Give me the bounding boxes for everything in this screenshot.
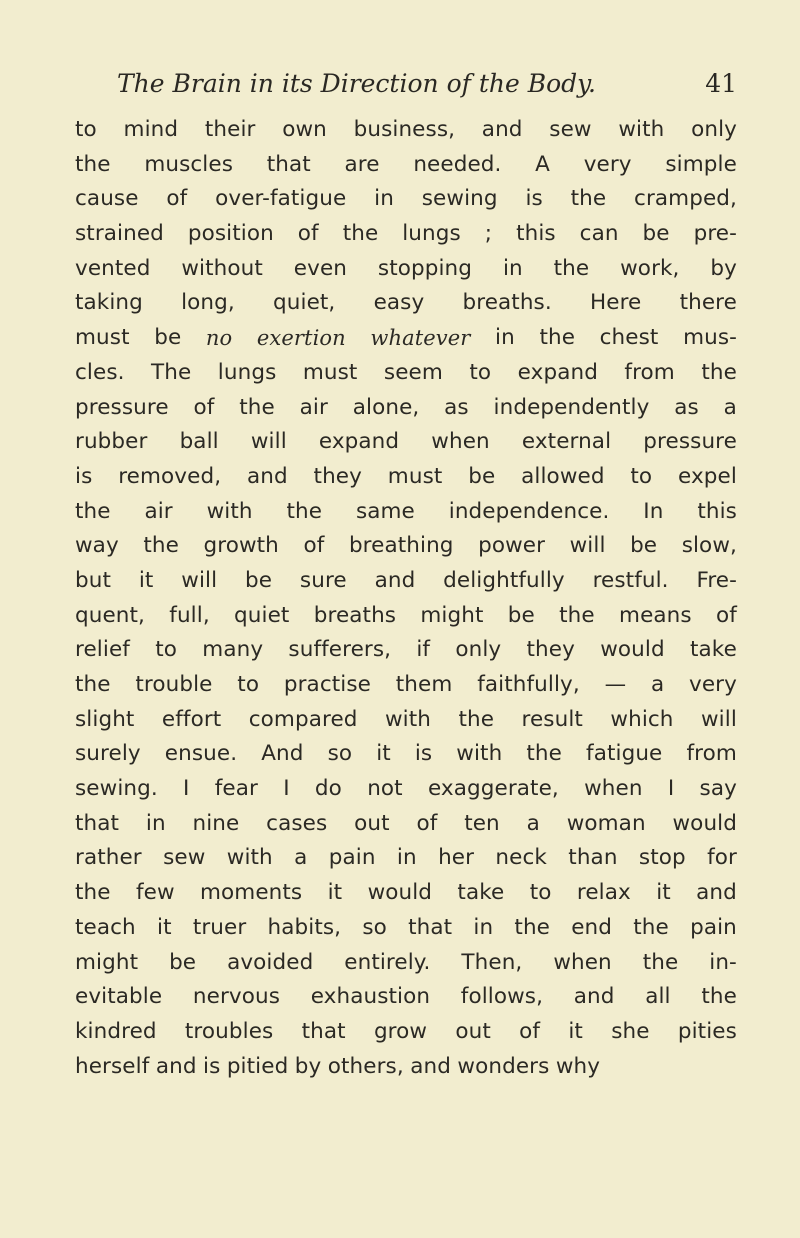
word: that — [75, 810, 120, 836]
word: as — [674, 394, 699, 420]
page-number: 41 — [705, 69, 737, 98]
word: many — [202, 637, 264, 663]
word: taking — [75, 290, 143, 316]
word: the — [342, 221, 379, 247]
word: the — [570, 186, 607, 212]
word: sew — [549, 117, 592, 142]
word: expand — [318, 429, 400, 455]
word: evitable — [75, 984, 163, 1010]
word: in — [502, 255, 523, 281]
word: means — [619, 602, 692, 628]
word: external — [521, 429, 612, 455]
word: their — [204, 117, 256, 142]
word: way — [75, 533, 119, 559]
word: and — [374, 567, 416, 593]
text-line — [75, 1015, 737, 1050]
text-line — [75, 737, 737, 772]
word: very — [689, 672, 737, 697]
word: cases — [266, 810, 328, 836]
word: air — [299, 394, 328, 420]
word: same — [355, 498, 415, 524]
word: this — [697, 498, 737, 524]
word: as — [444, 394, 469, 420]
word: position — [187, 221, 274, 247]
word: truer — [192, 914, 247, 940]
word: the — [642, 949, 679, 975]
word: compared — [248, 706, 358, 732]
word: mind — [123, 117, 179, 142]
word: she — [611, 1018, 650, 1044]
word: must — [75, 325, 130, 351]
word: very — [583, 151, 632, 177]
text-line — [75, 876, 737, 911]
word: Fre- — [696, 567, 737, 593]
word: they — [526, 637, 575, 663]
word: The — [151, 359, 192, 385]
word: will — [181, 567, 218, 593]
word: the — [239, 394, 275, 420]
text-line — [75, 911, 737, 946]
word: that — [301, 1018, 346, 1044]
word: the — [286, 498, 323, 524]
word: nine — [192, 810, 240, 836]
word: by — [294, 1053, 322, 1079]
word: end — [571, 914, 613, 940]
word: troubles — [184, 1018, 274, 1044]
word: to — [237, 672, 260, 697]
word: which — [610, 706, 674, 732]
word: pitied — [226, 1053, 289, 1079]
word: the — [514, 914, 551, 940]
word: stopping — [377, 255, 473, 281]
word: with — [385, 706, 432, 732]
word: can — [579, 221, 619, 247]
word: pain — [690, 914, 737, 940]
word: in — [374, 186, 394, 212]
word: allowed — [521, 463, 605, 489]
word: herself — [75, 1053, 150, 1079]
word: quent, — [75, 602, 145, 628]
word: the — [633, 914, 669, 940]
word: of — [166, 186, 188, 212]
word: there — [679, 290, 737, 316]
word: than — [568, 845, 618, 871]
word: over-fatigue — [215, 186, 347, 212]
text-line — [75, 286, 737, 321]
word: surely — [75, 741, 141, 767]
word: in — [396, 845, 417, 871]
word: and — [573, 984, 615, 1010]
word: breaths. — [462, 290, 552, 316]
word: pre- — [693, 221, 737, 247]
word: quiet, — [273, 290, 336, 316]
word: work, — [620, 255, 680, 281]
word: I — [667, 776, 675, 802]
word: cause — [75, 186, 139, 212]
word: by — [710, 255, 737, 281]
word: and — [410, 1053, 451, 1079]
text-line — [75, 425, 737, 460]
word: it — [157, 914, 172, 940]
word: growth — [203, 533, 279, 559]
word: a — [526, 810, 540, 836]
word: independence. — [448, 498, 610, 524]
text-line — [75, 807, 737, 842]
word: exhaustion — [310, 984, 431, 1010]
word: the — [559, 602, 595, 628]
word: own — [282, 117, 327, 142]
word: strained — [75, 221, 164, 247]
word: with — [206, 498, 253, 524]
word: full, — [169, 602, 210, 628]
word: ensue. — [164, 741, 238, 767]
word: stop — [638, 845, 686, 871]
word: habits, — [267, 914, 342, 940]
word: teach — [75, 914, 136, 940]
text-line — [75, 321, 737, 356]
word: it — [376, 741, 391, 767]
word: for — [707, 845, 737, 871]
word: might — [420, 602, 484, 628]
word: from — [686, 741, 737, 767]
word: avoided — [227, 949, 314, 975]
word: do — [314, 776, 342, 802]
word: only — [691, 117, 737, 142]
word: to — [630, 463, 653, 489]
word: the — [526, 741, 562, 767]
word: power — [478, 533, 546, 559]
word: alone, — [352, 394, 420, 420]
word: relax — [576, 880, 631, 906]
word: be — [630, 533, 658, 559]
word: I — [183, 776, 190, 802]
word: all — [645, 984, 671, 1010]
word: woman — [566, 810, 646, 836]
word: expel — [678, 463, 737, 489]
word: ; — [484, 221, 493, 247]
word: delightfully — [443, 567, 565, 593]
word: when — [431, 429, 490, 455]
word: Here — [589, 290, 642, 316]
word: sufferers, — [288, 637, 392, 663]
word: in- — [709, 949, 737, 975]
word: sure — [299, 567, 347, 593]
word: it — [138, 567, 154, 593]
text-line — [75, 980, 737, 1015]
word: be — [154, 325, 182, 351]
word: ball — [179, 429, 219, 455]
word: that — [266, 151, 311, 177]
word: sew — [163, 845, 206, 871]
word: neck — [495, 845, 547, 871]
text-line — [75, 599, 737, 634]
word: moments — [200, 880, 303, 906]
word: of — [303, 533, 325, 559]
word: the — [701, 359, 737, 385]
word: they — [313, 463, 362, 489]
word: And — [261, 741, 304, 767]
word: the — [458, 706, 495, 732]
word: out — [354, 810, 390, 836]
text-line — [75, 113, 737, 148]
word: and — [696, 880, 737, 906]
word: effort — [161, 706, 222, 732]
word: to — [469, 359, 492, 385]
word: and — [246, 463, 288, 489]
word: be — [245, 567, 273, 593]
word: air — [144, 498, 173, 524]
word: is — [75, 463, 93, 489]
word: muscles — [144, 151, 234, 177]
word: the — [143, 533, 179, 559]
body-text — [75, 113, 737, 1084]
word: of — [416, 810, 438, 836]
word: a — [650, 672, 665, 697]
word: the — [75, 672, 111, 697]
word: In — [643, 498, 664, 524]
word: faithfully, — [477, 672, 580, 697]
word: Then, — [461, 949, 523, 975]
text-line — [75, 668, 737, 703]
text-line — [75, 495, 737, 530]
word: vented — [75, 255, 151, 281]
word: result — [521, 706, 583, 732]
word: will — [701, 706, 737, 732]
text-line — [75, 946, 737, 981]
text-line — [75, 564, 737, 599]
word: I — [283, 776, 290, 802]
word: would — [672, 810, 737, 836]
word: only — [455, 637, 502, 663]
word: even — [293, 255, 348, 281]
word: expand — [517, 359, 598, 385]
text-line — [75, 1050, 737, 1085]
word: so — [362, 914, 387, 940]
word: easy — [373, 290, 425, 316]
word: with — [226, 845, 273, 871]
word: will — [250, 429, 287, 455]
word: of — [297, 221, 319, 247]
word: the — [539, 325, 576, 351]
word: it — [327, 880, 343, 906]
word: independently — [493, 394, 650, 420]
word: quiet — [234, 602, 290, 628]
word: sewing — [421, 186, 498, 212]
word: exaggerate, — [427, 776, 559, 802]
word: pressure — [643, 429, 737, 455]
word: restful. — [592, 567, 669, 593]
word: of — [716, 602, 737, 628]
word: of — [193, 394, 215, 420]
word: and — [155, 1053, 197, 1079]
word: that — [408, 914, 453, 940]
text-line — [75, 460, 737, 495]
word: rubber — [75, 429, 148, 455]
word: is — [203, 1053, 221, 1079]
word: will — [569, 533, 606, 559]
text-line — [75, 391, 737, 426]
word: when — [584, 776, 643, 802]
word: the — [75, 498, 111, 524]
word: wonders — [457, 1053, 550, 1079]
word: few — [135, 880, 175, 906]
word: with — [618, 117, 665, 142]
text-line — [75, 148, 737, 183]
text-line — [75, 703, 737, 738]
word: from — [624, 359, 675, 385]
word: A — [535, 151, 550, 177]
word: simple — [665, 151, 737, 177]
text-line — [75, 252, 737, 287]
word: cles. — [75, 359, 125, 385]
word: the — [553, 255, 590, 281]
text-line — [75, 356, 737, 391]
text-line — [75, 772, 737, 807]
word: practise — [283, 672, 371, 697]
word: business, — [353, 117, 456, 142]
word: removed, — [118, 463, 222, 489]
text-line — [75, 529, 737, 564]
word: this — [516, 221, 556, 247]
word: them — [395, 672, 453, 697]
word: her — [438, 845, 475, 871]
word: it — [568, 1018, 583, 1044]
word: why — [555, 1053, 601, 1079]
word: would — [600, 637, 665, 663]
word: with — [456, 741, 503, 767]
word: take — [689, 637, 737, 663]
word: relief — [75, 637, 130, 663]
word: be — [468, 463, 496, 489]
word: slow, — [681, 533, 737, 559]
word: — — [604, 672, 627, 697]
word: fear — [214, 776, 258, 802]
word: must — [387, 463, 443, 489]
word: others, — [327, 1053, 404, 1079]
emphasis-word: whatever — [370, 326, 471, 351]
word: mus- — [683, 325, 737, 351]
word: nervous — [192, 984, 280, 1010]
word: ten — [464, 810, 500, 836]
word: pities — [677, 1018, 737, 1044]
word: in — [495, 325, 515, 351]
word: not — [367, 776, 403, 802]
word: fatigue — [586, 741, 663, 767]
word: when — [553, 949, 612, 975]
word: in — [473, 914, 494, 940]
word: be — [507, 602, 535, 628]
word: in — [145, 810, 166, 836]
running-head — [117, 66, 737, 102]
word: chest — [599, 325, 659, 351]
word: sewing. — [75, 776, 158, 802]
word: say — [699, 776, 737, 802]
word: long, — [181, 290, 235, 316]
word: out — [455, 1018, 491, 1044]
word: but — [75, 567, 112, 593]
word: trouble — [135, 672, 213, 697]
word: breathing — [348, 533, 454, 559]
word: the — [701, 984, 737, 1010]
word: is — [414, 741, 433, 767]
text-line — [75, 841, 737, 876]
word: is — [525, 186, 543, 212]
word: might — [75, 949, 139, 975]
word: kindred — [75, 1018, 157, 1044]
word: are — [344, 151, 380, 177]
word: of — [519, 1018, 541, 1044]
word: lungs — [402, 221, 461, 247]
word: must — [302, 359, 358, 385]
word: would — [367, 880, 433, 906]
word: slight — [75, 706, 135, 732]
running-head-title: The Brain in its Direction of the Body. — [117, 69, 596, 98]
word: breaths — [313, 602, 397, 628]
word: so — [327, 741, 353, 767]
text-line — [75, 182, 737, 217]
word: grow — [373, 1018, 428, 1044]
word: be — [169, 949, 197, 975]
word: a — [723, 394, 737, 420]
word: cramped, — [634, 186, 737, 212]
emphasis-word: exertion — [256, 326, 346, 351]
word: entirely. — [344, 949, 431, 975]
emphasis-word: no — [205, 326, 233, 351]
word: the — [75, 880, 111, 906]
word: rather — [75, 845, 142, 871]
word: to — [75, 117, 97, 142]
text-line — [75, 633, 737, 668]
word: pain — [328, 845, 376, 871]
word: without — [181, 255, 263, 281]
word: and — [481, 117, 523, 142]
word: be — [642, 221, 670, 247]
word: if — [416, 637, 431, 663]
word: a — [294, 845, 308, 871]
word: lungs — [217, 359, 277, 385]
word: to — [529, 880, 552, 906]
word: needed. — [413, 151, 502, 177]
word: pressure — [75, 394, 169, 420]
word: the — [75, 151, 111, 177]
text-line — [75, 217, 737, 252]
word: follows, — [460, 984, 544, 1010]
word: take — [457, 880, 505, 906]
word: it — [656, 880, 671, 906]
word: seem — [383, 359, 443, 385]
word: to — [155, 637, 178, 663]
